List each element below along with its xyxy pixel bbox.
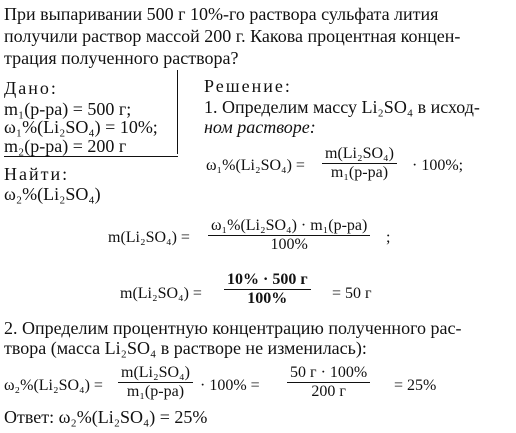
formula1-lhs: ω₁%(Li₂SO₄) = xyxy=(206,157,305,174)
formula2-tail: ; xyxy=(386,229,391,246)
problem-line-1: При выпаривании 500 г 10%-го раствора сульфата лития xyxy=(4,4,439,24)
formula2-lhs: m(Li₂SO₄) = xyxy=(108,229,190,246)
formula3-tail: = 50 г xyxy=(332,285,372,302)
formula1-denominator: m₁(р-ра) xyxy=(330,164,389,181)
formula4-denominator-1: m₁(р-ра) xyxy=(126,383,185,400)
formula4-numerator-2: 50 г · 100% xyxy=(290,364,368,381)
formula1-numerator: m(Li₂SO₄) xyxy=(325,145,394,162)
formula2-denominator: 100% xyxy=(270,236,308,253)
formula3-lhs: m(Li₂SO₄) = xyxy=(120,285,202,302)
formula2-numerator: ω₁%(Li₂SO₄) · m₁(р-ра) xyxy=(211,217,368,234)
formula3-numerator: 10% · 500 г xyxy=(227,271,308,288)
step1-line-1: 1. Определим массу Li₂SO₄ в исход- xyxy=(204,97,480,117)
step2-line-1: 2. Определим процентную концентрацию полученного рас- xyxy=(4,318,462,338)
problem-line-3: трация полученного раствора? xyxy=(4,48,239,68)
formula3-denominator: 100% xyxy=(247,290,288,307)
formula4-fraction-1 xyxy=(118,364,193,401)
formula2-fraction xyxy=(208,217,370,254)
step2-line-2: твора (масса Li₂SO₄ в растворе не изменилась): xyxy=(4,338,367,358)
formula4-numerator-1: m(Li₂SO₄) xyxy=(121,364,190,381)
step1-line-2: ном растворе: xyxy=(204,117,316,137)
given-heading: Дано: xyxy=(4,78,58,98)
find-w2: ω₂%(Li₂SO₄) xyxy=(4,184,101,204)
formula4-lhs: ω₂%(Li₂SO₄) = xyxy=(4,377,103,394)
given-w1: ω₁%(Li₂SO₄) = 10%; xyxy=(4,117,158,137)
given-m1: m₁(р-ра) = 500 г; xyxy=(4,99,132,119)
formula1-fraction xyxy=(322,145,397,182)
formula4-fraction-2 xyxy=(287,364,370,401)
given-divider-horizontal xyxy=(4,156,178,157)
formula4-tail: = 25% xyxy=(394,377,437,394)
solution-heading: Решение: xyxy=(204,76,292,96)
formula4-mid: · 100% = xyxy=(200,377,260,394)
problem-line-2: получили раствор массой 200 г. Какова процентная концен- xyxy=(4,26,461,46)
given-divider-vertical xyxy=(177,70,178,154)
answer-line: Ответ: ω₂%(Li₂SO₄) = 25% xyxy=(4,407,208,427)
given-m2: m₂(р-ра) = 200 г xyxy=(4,136,127,156)
formula4-denominator-2: 200 г xyxy=(311,383,346,400)
formula1-tail: · 100%; xyxy=(412,157,464,174)
find-heading: Найти: xyxy=(4,164,70,184)
formula3-fraction xyxy=(224,271,311,308)
